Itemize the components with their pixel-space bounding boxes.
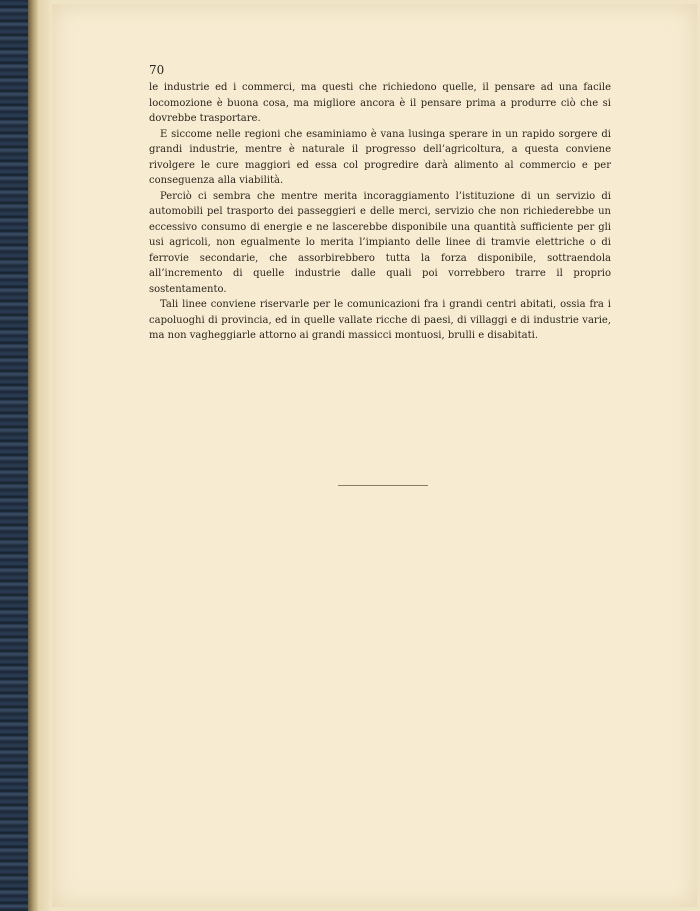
book-binding — [0, 0, 31, 911]
paragraph-4: Tali linee conviene riservarle per le comunicazioni fra i grandi centri abitati, ossia fra i capoluoghi di provincia, ed in quelle vallate ricche di paesi, di villaggi e di industrie varie, ma non vagheggiarle attorno ai grandi massicci montuosi, brulli e disabitati. — [149, 299, 611, 341]
page-fold-shadow — [38, 0, 52, 911]
body-text — [149, 80, 611, 344]
page-number: 70 — [149, 63, 165, 77]
paragraph-2: E siccome nelle regioni che esaminiamo è vana lusinga sperare in un rapido sorgere di grandi industrie, mentre è naturale il progresso dell’agricoltura, a questa conviene rivolgere le cure maggiori ed essa col progredire darà alimento al commercio e per conseguenza alla viabilità. — [149, 128, 611, 186]
section-divider-rule — [338, 485, 428, 486]
paragraph-1: le industrie ed i commerci, ma questi che richiedono quelle, il pensare ad una facile locomozione è buona cosa, ma migliore ancora è il pensare prima a produrre ciò che si dovrebbe trasportare. — [149, 82, 611, 124]
page-gutter — [28, 0, 38, 911]
paragraph-3: Perciò ci sembra che mentre merita incoraggiamento l’istituzione di un servizio di automobili pel trasporto dei passeggieri e delle merci, servizio che non richiederebbe un eccessivo consumo di energie e ne lascerebbe disponibile una quantità sufficiente per gli usi agricoli, non egualmente lo merita l’impianto delle linee di tramvie elettriche o di ferrovie secondarie, che assorbirebbero tutta la forza disponibile, sottraendola all’incremento di quelle industrie dalle quali poi vorrebbero trarre il proprio sostentamento. — [149, 190, 611, 295]
